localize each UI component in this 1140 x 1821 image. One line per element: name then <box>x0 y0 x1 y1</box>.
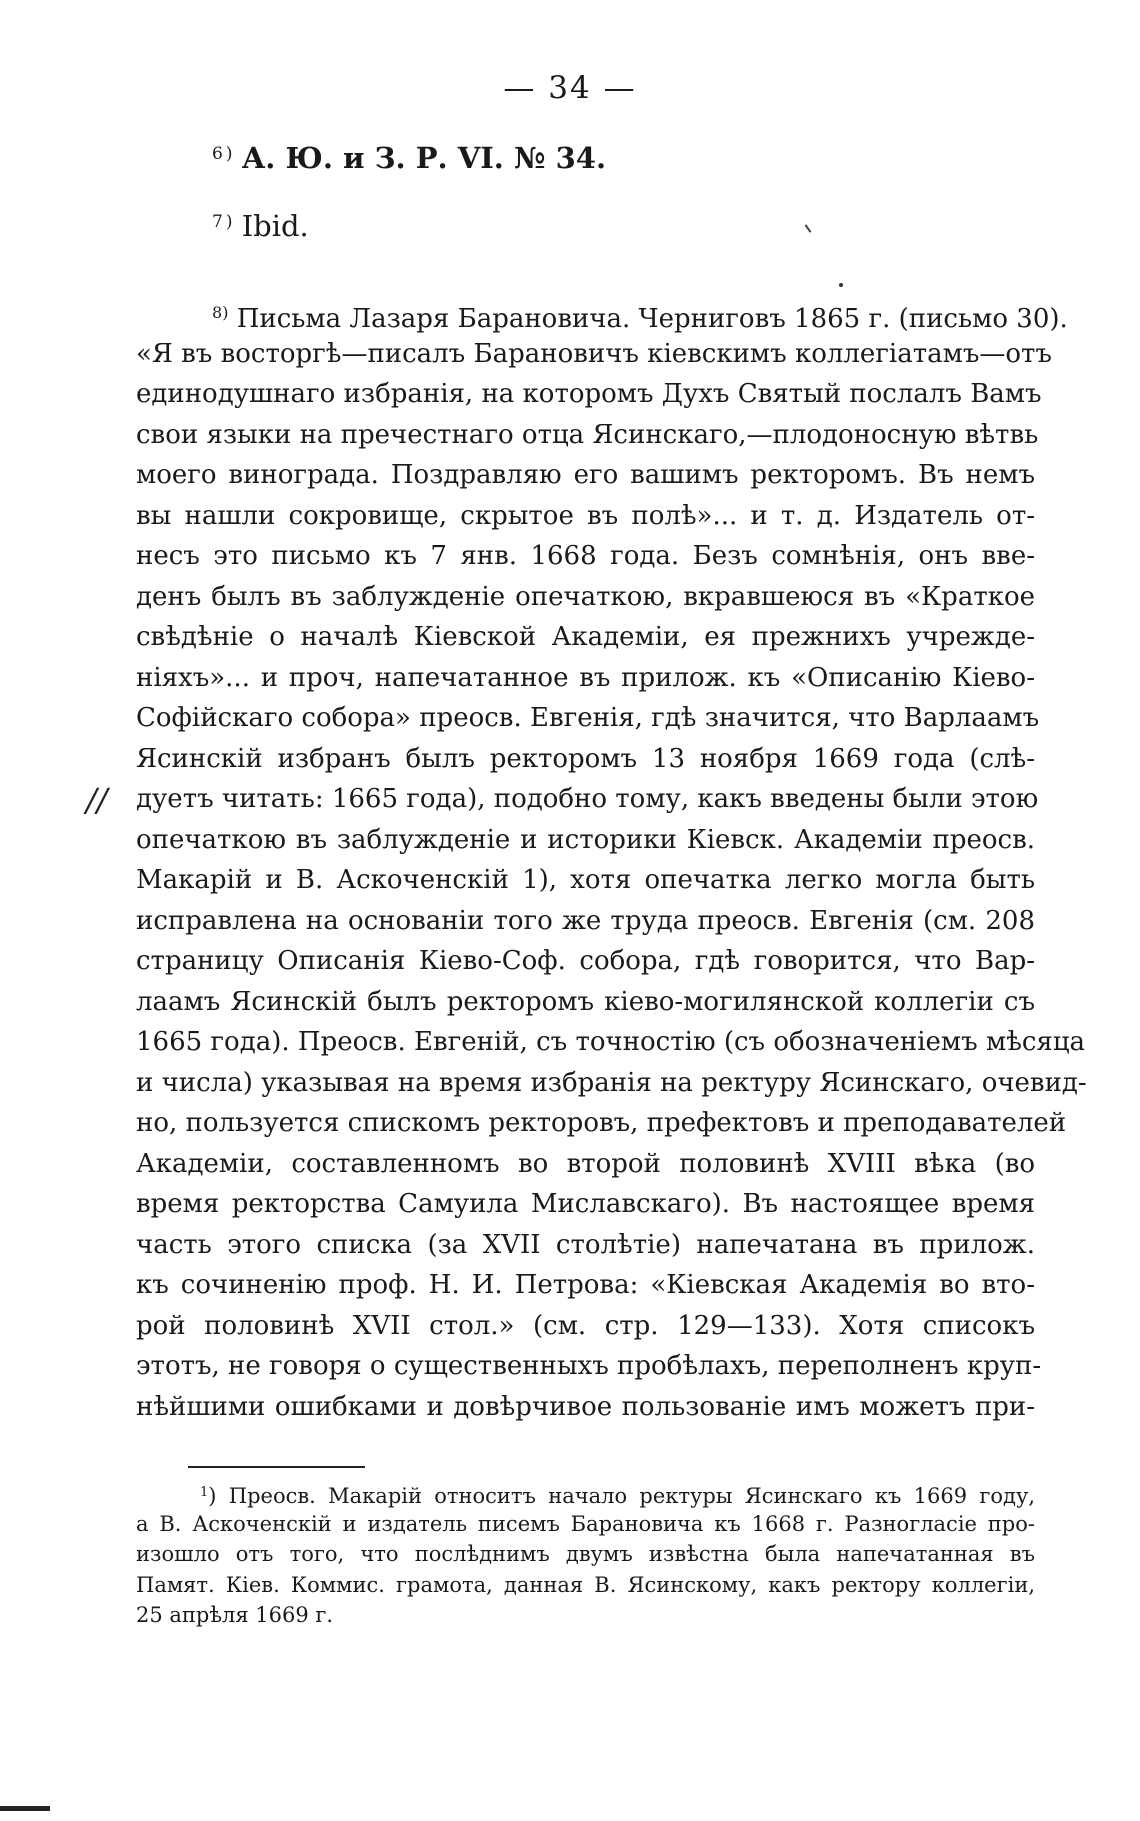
body-line: 1665 года). Преосв. Евгеній, съ точностію (съ обозначеніемъ мѣсяца <box>136 1027 1086 1057</box>
body-line: часть этого списка (за XVII столѣтіе) напечатана въ прилож. <box>136 1229 1035 1260</box>
note-8-marker: 8 <box>212 303 223 322</box>
margin-annotation: // <box>86 781 108 819</box>
body-line: «Я въ восторгѣ—писалъ Барановичъ кіевскимъ коллегіатамъ—отъ <box>136 338 1052 369</box>
footnote-line: 25 апрѣля 1669 г. <box>136 1603 334 1627</box>
body-line: Макарій и В. Аскоченскій 1), хотя опечатка легко могла быть <box>136 865 1035 895</box>
note-6-text: А. Ю. и З. Р. VI. № 34. <box>241 141 607 175</box>
body-line: свои языки на пречестнаго отца Ясинскаго,—плодоносную вѣтвь <box>136 419 1039 450</box>
body-line: единодушнаго избранія, на которомъ Духъ Святый послалъ Вамъ <box>136 379 1042 409</box>
body-line: денъ былъ въ заблужденіе опечаткою, вкравшеюся въ «Краткое <box>136 581 1035 612</box>
body-line: нѣйшими ошибками и довѣрчивое пользованіе имъ можетъ при- <box>136 1391 1035 1422</box>
note-7: $^7$ ) Ibid. <box>212 209 309 243</box>
footnote-line: Памят. Кіев. Коммис. грамота, данная В. Ясинскому, какъ ректору коллегіи, <box>136 1572 1035 1597</box>
stray-mark <box>805 224 812 233</box>
body-line: рой половинѣ XVII стол.» (см. стр. 129—133). Хотя списокъ <box>136 1310 1035 1341</box>
body-line: Академіи, составленномъ во второй половинѣ XVIII вѣка (во <box>136 1148 1035 1179</box>
body-line: свѣдѣніе о началѣ Кіевской Академіи, ея прежнихъ учрежде- <box>136 622 1035 652</box>
body-line: страницу Описанія Кіево-Соф. собора, гдѣ говорится, что Вар- <box>136 946 1035 976</box>
body-line: вы нашли сокровище, скрытое въ полѣ»... и т. д. Издатель от- <box>136 500 1035 531</box>
body-line: но, пользуется спискомъ ректоровъ, префектовъ и преподавателей <box>136 1108 1067 1138</box>
footnote-line: изошло отъ того, что послѣднимъ двумъ извѣстна была напечатанная въ <box>136 1542 1035 1566</box>
body-line: дуетъ читать: 1665 года), подобно тому, какъ введены были этою <box>136 784 1039 814</box>
body-line: лаамъ Ясинскій былъ ректоромъ кіево-могилянской коллегіи съ <box>136 986 1035 1017</box>
body-line: ніяхъ»... и проч, напечатанное въ прилож. къ «Описанію Кіево- <box>136 662 1035 693</box>
body-line: время ректорства Самуила Миславскаго). Въ настоящее время <box>136 1189 1035 1219</box>
note-6-marker: 6 <box>212 144 223 164</box>
body-line: и числа) указывая на время избранія на ректуру Ясинскаго, очевид- <box>136 1067 1087 1098</box>
scan-edge-mark <box>0 1806 50 1811</box>
body-line: опечаткою въ заблужденіе и историки Кіевск. Академіи преосв. <box>136 824 1035 855</box>
body-line: Софійскаго собора» преосв. Евгенія, гдѣ значится, что Варлаамъ <box>136 703 1040 733</box>
footnote-line: $^1$) Преосв. Макарій относитъ начало ректуры Ясинскаго къ 1669 году, <box>200 1484 1035 1508</box>
page-number: — 34 — <box>503 70 637 106</box>
stray-dot <box>839 283 843 287</box>
body-line: исправлена на основаніи того же труда преосв. Евгенія (см. 208 <box>136 905 1035 936</box>
body-line: $^{8)}$ Письма Лазаря Барановича. Черниговъ 1865 г. (письмо 30). <box>212 303 1068 334</box>
note-6: $^6$ ) А. Ю. и З. Р. VI. № 34. <box>212 141 607 175</box>
body-line: Ясинскій избранъ былъ ректоромъ 13 ноября 1669 года (слѣ- <box>136 743 1035 774</box>
note-7-text: Ibid. <box>241 209 309 243</box>
footnote <box>136 1478 1035 1631</box>
note-8-body <box>136 293 1087 1427</box>
footnote-line: а В. Аскоченскій и издатель писемъ Барановича къ 1668 г. Разногласіе про- <box>136 1511 1035 1536</box>
body-line: моего винограда. Поздравляю его вашимъ ректоромъ. Въ немъ <box>136 460 1035 490</box>
body-line: къ сочиненію проф. Н. И. Петрова: «Кіевская Академія во вто- <box>136 1270 1035 1300</box>
footnote-separator <box>188 1466 365 1468</box>
footnote-marker: 1 <box>200 1485 209 1500</box>
body-line: этотъ, не говоря о существенныхъ пробѣлахъ, переполненъ круп- <box>136 1351 1042 1381</box>
body-line: несъ это письмо къ 7 янв. 1668 года. Безъ сомнѣнія, онъ вве- <box>136 541 1035 571</box>
note-7-marker: 7 <box>212 212 223 232</box>
